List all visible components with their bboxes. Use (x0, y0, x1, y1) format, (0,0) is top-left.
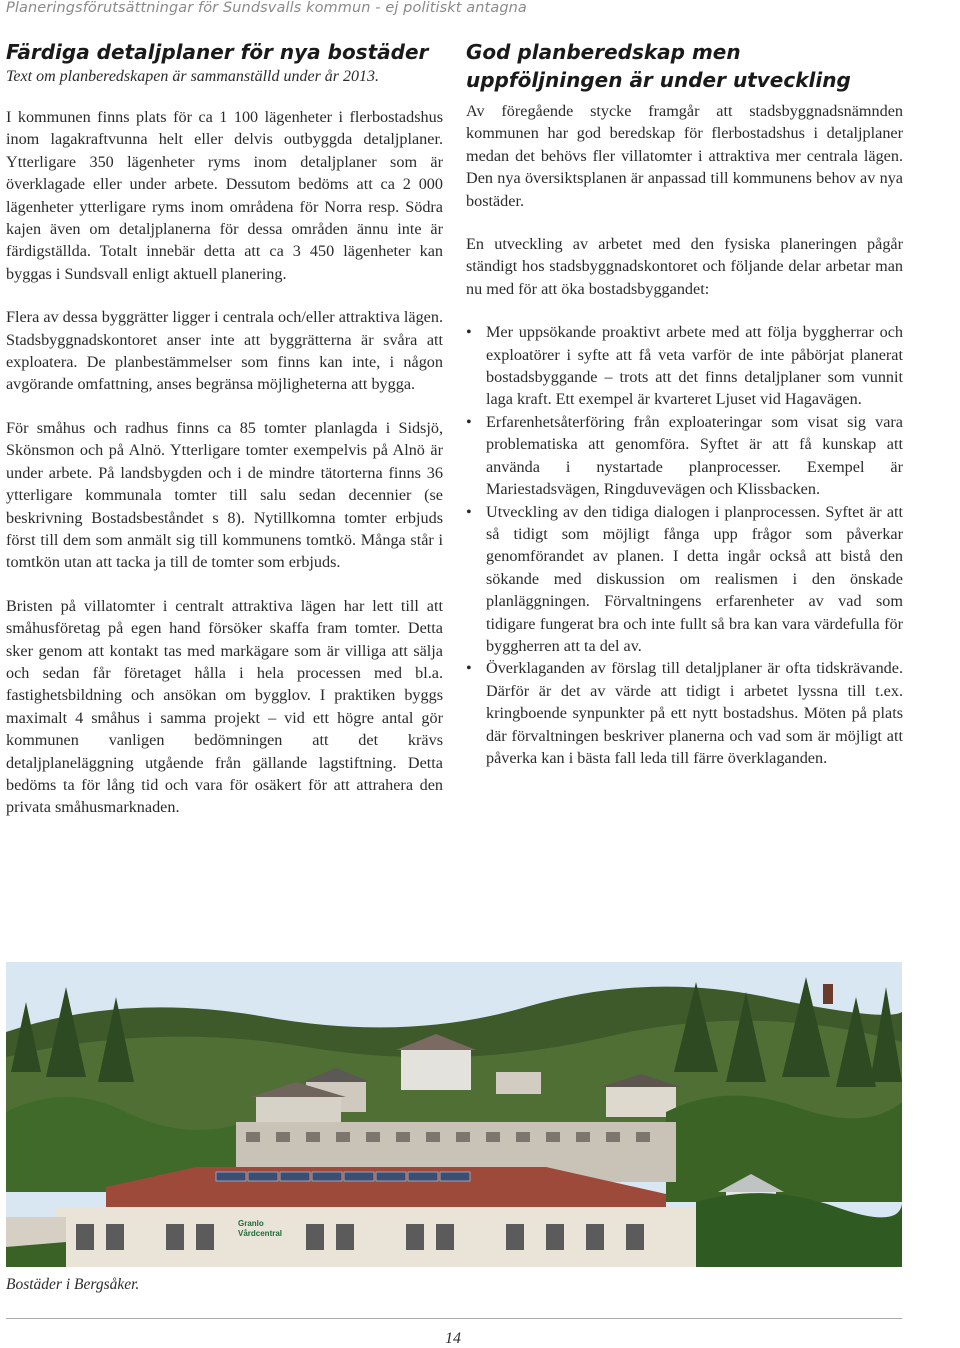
improvement-list (466, 321, 903, 769)
right-paragraph-2: En utveckling av arbetet med den fysiska planeringen pågår ständigt hos stadsbyggnadskontoret och följande delar arbetar man nu med för att öka bostadsbyggandet: (466, 235, 903, 298)
photo-caption: Bostäder i Bergsåker. (6, 1276, 140, 1293)
left-column (6, 38, 443, 840)
right-section-title: God planberedskap men uppföljningen är under utveckling (466, 40, 851, 92)
right-paragraph-1: Av föregående stycke framgår att stadsbyggnadsnämnden kommunen har god beredskap för flerbostadshus i detaljplaner medan det behövs fler villatomter i attraktiva mer centrala lägen. Den nya översiktsplanen är anpassad till kommunens behov av nya bostäder. (466, 102, 903, 210)
left-section-note: Text om planberedskapen är sammanställd under år 2013. (6, 68, 380, 85)
running-head: Planeringsförutsättningar för Sundsvalls kommun - ej politiskt antagna (6, 0, 527, 16)
photo-bergsaker (6, 962, 902, 1267)
list-item: • Överklaganden av förslag till detaljplaner är ofta tidskrävande. Därför är det av värde att tidigt i arbetet lyssna till t.ex. kringboende synpunkter på ett nytt bostadshus. Möten på plats där förvaltningen beskriver planerna och vad som är möjligt att påverka kan i bästa fall leda till färre överklaganden. (486, 657, 903, 769)
clinic-sign-line1: Granlo (238, 1219, 264, 1228)
left-paragraph-1: I kommunen finns plats för ca 1 100 lägenheter i flerbostadshus inom lagakraftvunna helt eller delvis outbyggda detaljplaner. Ytterligare 350 lägenheter ryms inom detaljplaner som är överklagade eller under arbete. Dessutom bedöms att ca 2 000 lägenheter ytterligare ryms inom områdena för Norra resp. Södra kajen även om detaljplanerna för dessa områden ännu inte är färdigställda. Totalt innebär detta att ca 3 450 lägenheter kan byggas i Sundsvall enligt aktuell planering. (6, 108, 443, 283)
left-paragraph-2: Flera av dessa byggrätter ligger i centrala och/eller attraktiva lägen. Stadsbyggnadskontoret anser inte att byggrätterna är svåra att exploatera. De planbestämmelser som finns kan inte, i någon avgörande omfattning, anses begränsa möjligheterna att bygga. (6, 308, 443, 394)
left-paragraph-3: För småhus och radhus finns ca 85 tomter planlagda i Sidsjö, Skönsmon och på Alnö. Ytterligare tomter exempelvis på Alnö är under arbete. På landsbygden och i de mindre tätorterna finns 36 ytterligare kommunala tomter till salu sedan decennier (se beskrivning Bostadsbeståndet s 8). Nytillkomna tomter erbjuds först till dem som anmält sig till kommunens tomtkö. Många står i tomtkön utan att tacka ja till de tomter som erbjuds. (6, 418, 443, 572)
clinic-sign-line2: Vårdcentral (238, 1229, 283, 1238)
right-column (466, 38, 903, 769)
list-item: • Erfarenhetsåterföring från exploateringar som visat sig vara problematiska att genomföra. Syftet är att få kunskap att använda i nystartade planprocesser. Exempel är Mariestadsvägen, Ringduvevägen och Klissbacken. (486, 411, 903, 501)
footer-divider (6, 1318, 902, 1319)
list-item: • Mer uppsökande proaktivt arbete med att följa byggherrar och exploatörer i syfte att få veta varför de inte påbörjat planerat bostadsbyggande – trots att det finns detaljplaner som vunnit laga kraft. Ett exempel är kvarteret Ljuset vid Hagavägen. (486, 321, 903, 411)
list-item: • Utveckling av den tidiga dialogen i planprocessen. Syftet är att så tidigt som möjligt fånga upp frågor som påverkar genomförandet av planen. I detta ingår också att bistå den sökande med diskussion om realismen i den önskade planläggningen. Förvaltningens erfarenheter av vad som tidigare fungerat bra och inte fullt så bra kan vara värdefulla för byggherren att ta del av. (486, 501, 903, 658)
left-section-title: Färdiga detaljplaner för nya bostäder (6, 40, 429, 64)
page-number: 14 (445, 1330, 461, 1347)
left-paragraph-4: Bristen på villatomter i centralt attraktiva lägen har lett till att småhusföretag på egen hand försöker skaffa fram tomter. Detta sker genom att kontakt tas med markägare som är villiga att sälja och sedan får företaget hålla i hela processen med bl.a. fastighetsbildning och ansökan om bygglov. I praktiken byggs maximalt 4 småhus i samma projekt – vid ett högre antal gör kommunen vanligen bedömningen att det krävs detaljplaneläggning utgående från gällande lagstiftning. Detta bedöms ta för lång tid och vara för osäkert för att attrahera den privata småhusmarknaden. (6, 596, 443, 817)
